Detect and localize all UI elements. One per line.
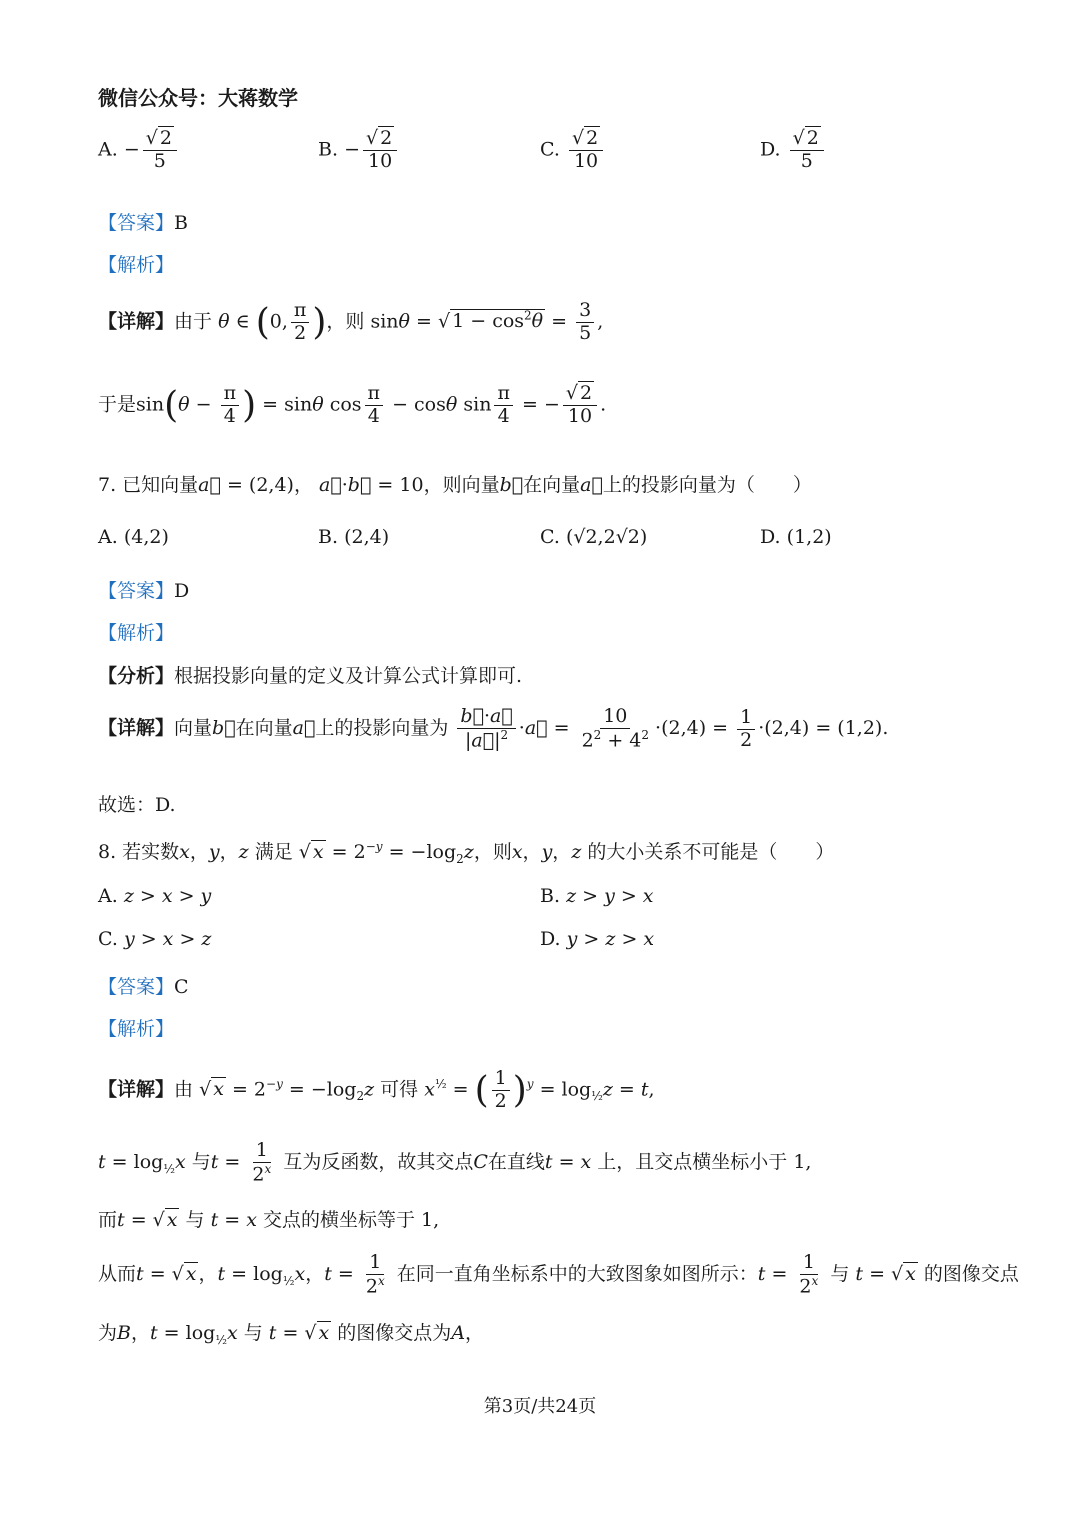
page-header: 微信公众号：大蒋数学	[98, 86, 298, 110]
q8-stem: 8. 若实数x，y，z 满足 √ $x = 2^{-y} = -\log_2z$，则x，y，z 的大小关系不可能是（ ）	[98, 839, 835, 866]
q6-option-b: B. − $\frac{√ 2}{10}$	[318, 128, 400, 173]
q6-detail-line1: 【详解】由于 θ ∈ (0, $\frac{\pi}{2}$ )，则 sinθ = √ $1 - \cos^2\theta$ = $\frac{3}{5}$ ,	[98, 299, 604, 344]
page-footer: 第3页/共24页	[483, 1396, 597, 1417]
q8-option-c: C. y > x > z	[98, 928, 212, 950]
q7-conclusion: 故选：D.	[98, 794, 176, 816]
q8-option-a: A. z > x > y	[98, 885, 212, 907]
q7-stem: 7. 已知向量a⃗ = (2,4)， a⃗·b⃗ = 10，则向量b⃗在向量a⃗上的投影向量为（ ）	[98, 474, 812, 496]
q7-option-a: A. (4,2)	[98, 526, 169, 548]
q7-answer: 【答案】D	[98, 580, 190, 602]
q7-analysis-tag: 【解析】	[98, 622, 175, 644]
q6-option-d: D. $\frac{√ 2}{5}$	[760, 128, 827, 173]
q7-detail: 【详解】向量b⃗在向量a⃗上的投影向量为 $\frac{b⃗\cdot a⃗}{|a⃗|^2}$ ·a⃗ = $\frac{10}{2^2 + 4^2}$ ·(2,4) = $\frac{1}{2}$ ·(2,4) = (1,2).	[98, 705, 889, 752]
q7-option-d: D. (1,2)	[760, 526, 832, 548]
q6-answer: 【答案】B	[98, 212, 188, 234]
q8-analysis-tag: 【解析】	[98, 1018, 175, 1040]
q7-fenxi: 【分析】根据投影向量的定义及计算公式计算即可.	[98, 665, 523, 687]
q6-option-a: A. − $\frac{√ 2}{5}$	[98, 128, 180, 173]
q7-option-b: B. (2,4)	[318, 526, 390, 548]
q8-answer: 【答案】C	[98, 976, 189, 998]
q8-option-d: D. y > z > x	[540, 928, 655, 950]
q6-analysis-tag: 【解析】	[98, 254, 175, 276]
q8-detail-line5: 为B，$t = \log_{\frac{1}{2}}x$ 与 t = √ x 的图像交点为A，	[98, 1322, 485, 1347]
q7-option-c: C. (√2,2√2)	[540, 526, 648, 548]
q8-option-b: B. z > y > x	[540, 885, 654, 907]
q8-detail-line3: 而t = √ x 与 t = x 交点的横坐标等于 1,	[98, 1209, 440, 1231]
q8-detail-line4: 从而t = √ x ，$t = \log_{\frac{1}{2}}x$，t = $\frac{1}{2^x}$ 在同一直角坐标系中的大致图象如图所示：t = $\frac{1}{2^x}$ 与 t = √ x 的图像交点	[98, 1251, 1019, 1298]
q6-option-c: C. $\frac{√ 2}{10}$	[540, 128, 606, 173]
q8-detail-line2: $t = \log_{\frac{1}{2}}x$ 与t = $\frac{1}{2^x}$ 互为反函数，故其交点C在直线t = x 上，且交点横坐标小于 1,	[98, 1139, 812, 1186]
q8-detail-line1: 【详解】由 √ $x = 2^{-y} = -\log_2z$ 可得 $x^{\frac{1}{2}}$ = ( $\frac{1}{2}$ )$^y = \log_{\frac{1}{2}}z = t$,	[98, 1067, 655, 1112]
q6-detail-line2: 于是sin(θ − $\frac{\pi}{4}$ ) = sinθ cos $\frac{\pi}{4}$ − cosθ sin $\frac{\pi}{4}$ = − $\frac{√ 2}{10}$ .	[98, 382, 607, 427]
